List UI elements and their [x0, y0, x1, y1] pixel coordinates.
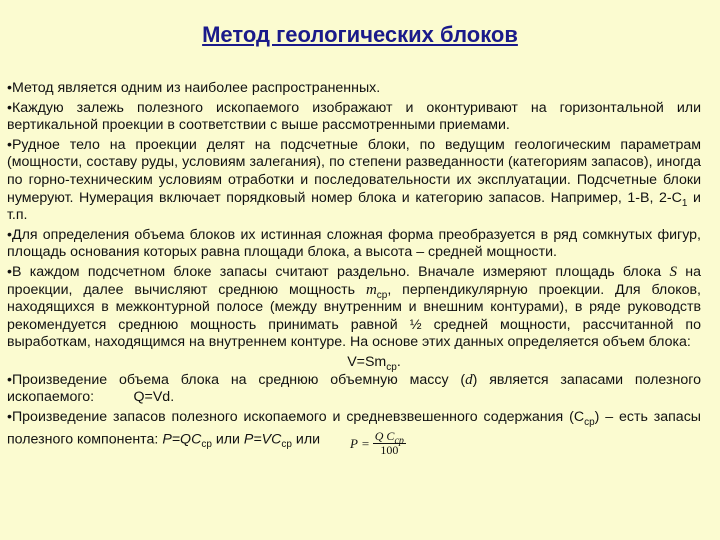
component-fraction-formula: P = $\frac{Q C_{ср}}{100}$ — [350, 429, 404, 458]
bullet-ore-body-blocks: •Рудное тело на проекции делят на подсчетные блоки, по ведущим геологическим параметрам (мощности, составу руды, условиям залегания), по степени разведанности (категориям запасов), иногда по горно-техническим условиям отработки и последовательности их эксплуатации. Подсчетные блоки нумеруют. Нумерация включает порядковый номер блока и категорию запасов. Например, 1-В, $2-С_1$ и т.п. — [7, 136, 701, 224]
bullet-method-common: •Метод является одним из наиболее распространенных. — [7, 80, 381, 96]
bullet-block-volume: •Для определения объема блоков их истинная сложная форма преобразуется в ряд сомкнутых фигур, площадь основания которых равна площади блока, а высота – средней мощности. — [7, 226, 701, 261]
bullet-component-reserves: •Произведение запасов полезного ископаемого и средневзвешенного содержания $(С_{ср})$ – есть запасы полезного компонента: $P=QC_{ср}$ или $P=VC_{ср}$ или P = $\frac{Q C_{ср}}{100}$ — [7, 408, 701, 458]
bullet-deposit-projection: •Каждую залежь полезного ископаемого изображают и оконтуривают на горизонтальной или вертикальной проекции в соответствии с выше рассмотренными приемами. — [7, 99, 701, 134]
slide-title: Метод геологических блоков — [202, 22, 518, 47]
volume-formula: $V=Sm_{ср}$. — [347, 353, 401, 373]
slide-body — [7, 80, 701, 458]
bullet-reserves-calculation: •В каждом подсчетном блоке запасы считают раздельно. Вначале измеряют площадь блока S на проекции, далее вычисляют среднюю мощность $m_{ср}$, перпендикулярную проекции. Для блоков, находящихся в межконтурной полосе (между внутренним и внешним контурами), в ряде руководств рекомендуется среднюю мощность принимать равной ½ средней мощности, рассчитанной по выработкам, находящимся на внутреннем контуре. На основе этих данных определяется объем блока: — [7, 263, 701, 351]
bullet-ore-reserves: •Произведение объема блока на среднюю объемную массу (d) является запасами полезного ископаемого: Q=Vd. — [7, 371, 701, 406]
